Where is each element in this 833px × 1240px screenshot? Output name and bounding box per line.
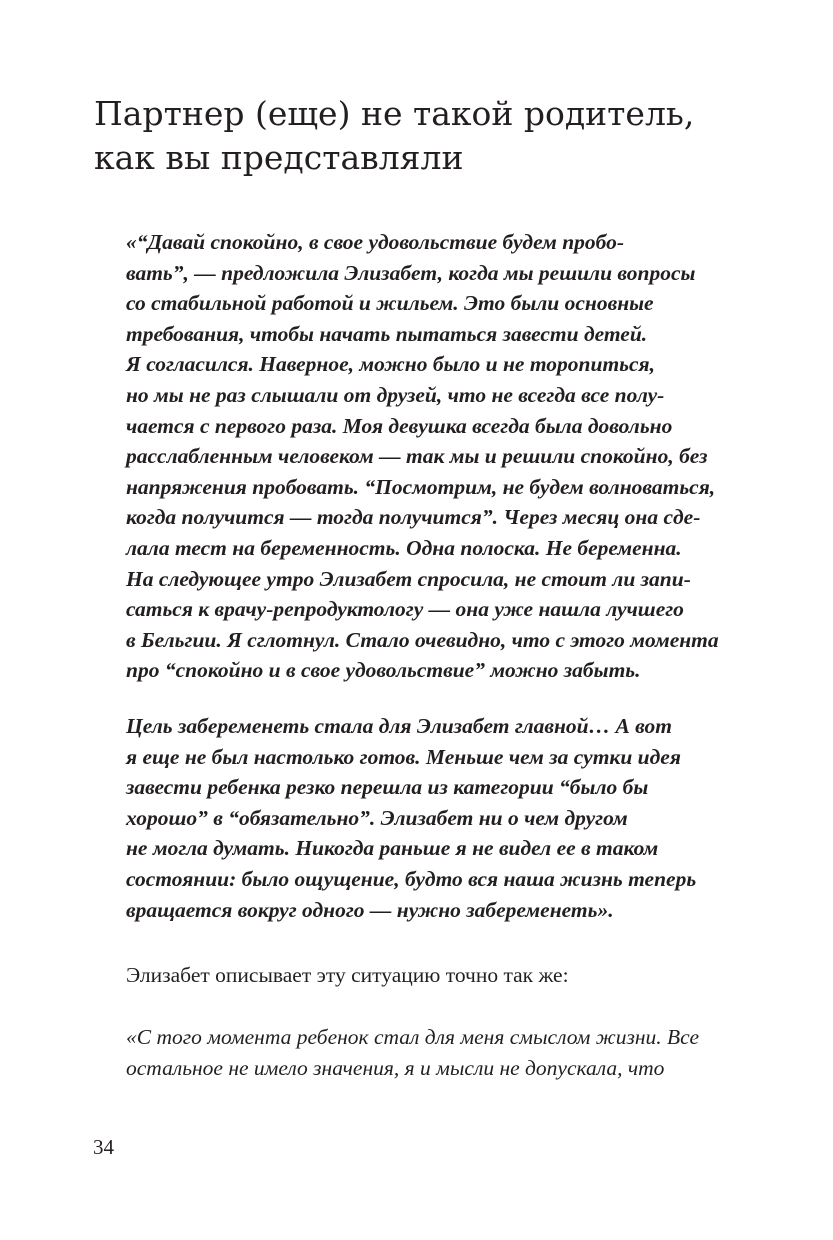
quote-block-2 xyxy=(126,711,766,925)
text-line: остальное не имело значения, я и мысли не допускала, что xyxy=(126,1055,665,1080)
text-line: не могла думать. Никогда раньше я не видел ее в таком xyxy=(126,836,659,861)
quote-block-1 xyxy=(126,227,766,686)
chapter-title-line: как вы представляли xyxy=(94,138,464,177)
text-line: чается с первого раза. Моя девушка всегда была довольно xyxy=(126,413,673,438)
text-line: «“Давай спокойно, в свое удовольствие будем пробо- xyxy=(126,230,625,254)
text-line: со стабильной работой и жильем. Это были основные xyxy=(126,291,654,316)
text-line: я еще не был настолько готов. Меньше чем за сутки идея xyxy=(126,744,681,769)
text-line: в Бельгии. Я сглотнул. Стало очевидно, что с этого момента xyxy=(126,627,719,652)
chapter-title-line: Партнер (еще) не такой родитель, xyxy=(94,94,695,133)
body-paragraph: Элизабет описывает эту ситуацию точно так же: xyxy=(126,963,569,987)
text-line: вать”, — предложила Элизабет, когда мы решили вопросы xyxy=(126,260,696,285)
page-number: 34 xyxy=(93,1135,114,1159)
text-line: Я согласился. Наверное, можно было и не торопиться, xyxy=(126,352,655,377)
chapter-title xyxy=(94,92,734,180)
text-line: Цель забеременеть стала для Элизабет главной… А вот xyxy=(126,714,672,738)
text-line: На следующее утро Элизабет спросила, не стоит ли запи- xyxy=(126,566,691,591)
text-line: завести ребенка резко перешла из категории “было бы xyxy=(126,775,649,800)
text-line: лала тест на беременность. Одна полоска. Не беременна. xyxy=(126,535,682,560)
text-line: требования, чтобы начать пытаться завести детей. xyxy=(126,321,648,346)
text-line: но мы не раз слышали от друзей, что не всегда все полу- xyxy=(126,382,665,407)
text-line: состоянии: было ощущение, будто вся наша жизнь теперь xyxy=(126,866,697,891)
text-line: вращается вокруг одного — нужно забеременеть». xyxy=(126,897,614,922)
text-line: про “спокойно и в свое удовольствие” можно забыть. xyxy=(126,658,641,683)
text-line: напряжения пробовать. “Посмотрим, не будем волноваться, xyxy=(126,474,716,499)
text-line: саться к врачу-репродуктологу — она уже нашла лучшего xyxy=(126,597,684,622)
text-line: «С того момента ребенок стал для меня смыслом жизни. Все xyxy=(126,1025,699,1049)
text-line: расслабленным человеком — так мы и решили спокойно, без xyxy=(126,444,708,469)
quote-block-3 xyxy=(126,1022,766,1083)
text-line: хорошо” в “обязательно”. Элизабет ни о чем другом xyxy=(126,805,628,830)
text-line: когда получится — тогда получится”. Через месяц она сде- xyxy=(126,505,701,530)
